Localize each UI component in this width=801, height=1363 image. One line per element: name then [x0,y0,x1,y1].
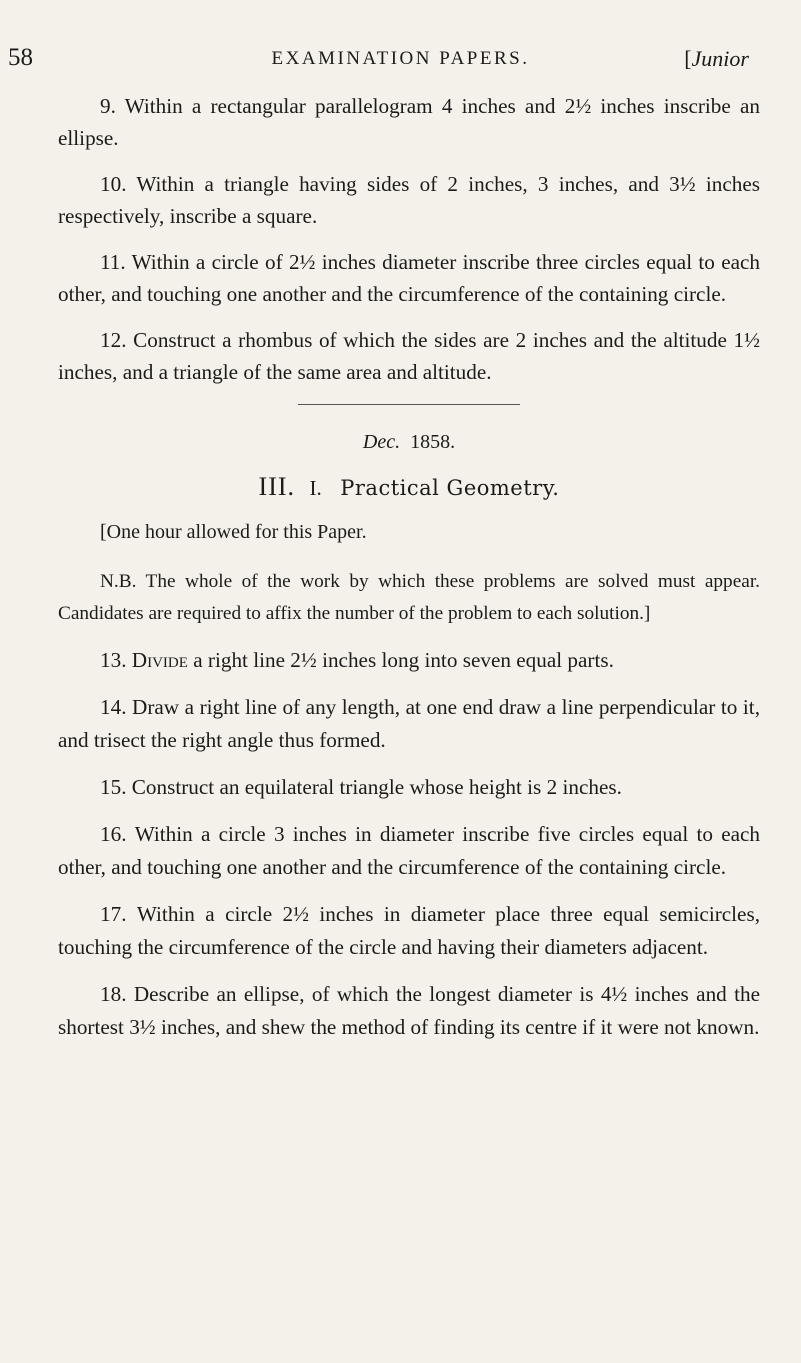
question-16-number: 16. [100,822,127,846]
question-14 [58,691,760,757]
paper-heading-roman: III. [258,472,296,501]
question-9: 9. Within a rectangular parallelogram 4 inches and 2½ inches inscribe an ellipse. [58,94,760,150]
question-17-number: 17. [100,902,127,926]
question-16-text: Within a circle 3 inches in diameter inscribe five circles equal to each other, and touching one another and the circumference of the containing circle. [58,822,761,879]
question-10: 10. Within a triangle having sides of 2 inches, 3 inches, and 3½ inches respectively, inscribe a square. [58,172,760,228]
instructions-note: N.B. The whole of the work by which these problems are solved must appear. Candidates are required to affix the number of the problem to each solution.] [58,571,760,624]
question-15-text: Construct an equilateral triangle whose height is 2 inches. [131,775,622,799]
paper-date-year: 1858. [410,431,456,453]
time-allowed-note: [One hour allowed for this Paper. [100,521,367,543]
page-number: 58 [8,44,33,71]
paper-date [58,431,760,454]
question-13-text: a right line 2½ inches long into seven equal parts. [187,648,614,672]
running-section [684,46,749,72]
running-head [0,44,801,84]
question-17 [58,898,760,964]
question-13-number: 13. [100,648,127,672]
question-12: 12. Construct a rhombus of which the sides are 2 inches and the altitude 1½ inches, and a triangle of the same area and altitude. [58,328,760,384]
question-15 [58,771,760,804]
paper-heading-number: I. [309,476,322,500]
page-body [58,90,760,1058]
paper-date-month: Dec. [362,431,401,453]
question-18-number: 18. [100,982,127,1006]
question-14-number: 14. [100,695,127,719]
question-14-text: Draw a right line of any length, at one end draw a line perpendicular to it, and trisect the right angle thus formed. [58,695,760,752]
paper-heading [58,472,760,502]
question-16 [58,818,760,884]
question-11: 11. Within a circle of 2½ inches diameter inscribe three circles equal to each other, and touching one another and the circumference of the containing circle. [58,250,760,306]
question-13-lead: Divide [131,648,188,672]
running-section-bracket: [ [684,46,692,71]
question-15-number: 15. [100,775,127,799]
question-17-text: Within a circle 2½ inches in diameter place three equal semicircles, touching the circumference of the circle and having their diameters adjacent. [58,902,761,959]
question-18 [58,978,760,1044]
running-section-word: Junior [691,46,749,71]
section-divider [298,404,520,405]
question-18-text: Describe an ellipse, of which the longest diameter is 4½ inches and the shortest 3½ inches, and shew the method of finding its centre if it were not known. [58,982,761,1039]
question-13 [58,644,760,677]
paper-heading-title: Practical Geometry. [340,476,560,500]
running-title: EXAMINATION PAPERS. [271,48,530,69]
